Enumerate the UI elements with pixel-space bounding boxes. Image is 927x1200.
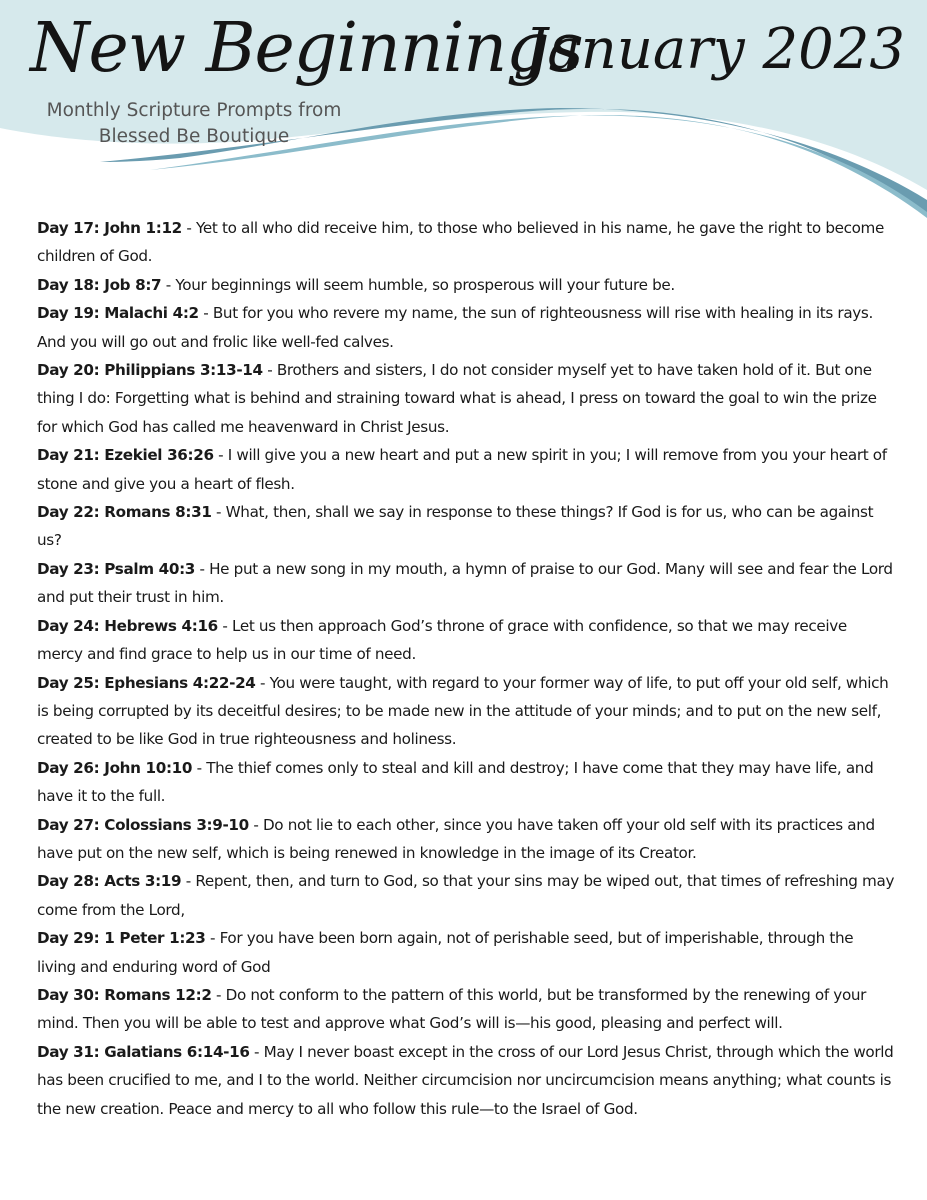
scripture-reference: Day 22: Romans 8:31	[37, 503, 212, 522]
scripture-entry	[37, 669, 895, 754]
scripture-reference: Day 24: Hebrews 4:16	[37, 616, 218, 635]
scripture-text: - Brothers and sisters, I do not consider myself yet to have taken hold of it. But one thing I do: Forgetting what is behind and straining toward what is ahead, I press on toward the goal to win the prize for which God has called me heavenward in Christ Jesus.	[37, 361, 877, 436]
scripture-entry	[37, 1038, 895, 1123]
subtitle-line-2: Blessed Be Boutique	[98, 126, 290, 147]
scripture-reference: Day 25: Ephesians 4:22-24	[37, 673, 256, 692]
scripture-entry	[37, 811, 895, 868]
scripture-text: - The thief comes only to steal and kill and destroy; I have come that they may have life, and have it to the full.	[37, 758, 874, 806]
scripture-reference: Day 27: Colossians 3:9-10	[37, 815, 249, 834]
scripture-reference: Day 19: Malachi 4:2	[37, 304, 199, 323]
scripture-entry	[37, 299, 895, 356]
scripture-entry	[37, 981, 895, 1038]
scripture-reference: Day 17: John 1:12	[37, 219, 182, 237]
scripture-text: - You were taught, with regard to your former way of life, to put off your old self, which is being corrupted by its deceitful desires; to be made new in the attitude of your minds; and to put on the new self, created to be like God in true righteousness and holiness.	[37, 673, 889, 749]
scripture-entry	[37, 441, 895, 498]
scripture-reference: Day 23: Psalm 40:3	[37, 559, 196, 578]
scripture-reference: Day 20: Philippians 3:13-14	[37, 361, 263, 380]
scripture-text: - Yet to all who did receive him, to those who believed in his name, he gave the right to become children of God.	[37, 219, 885, 266]
month-title: January 2023	[524, 17, 905, 82]
page-title: New Beginnings	[30, 9, 583, 88]
scripture-text: - Do not lie to each other, since you have taken off your old self with its practices and have put on the new self, which is being renewed in knowledge in the image of its Creator.	[37, 815, 875, 862]
scripture-entry	[37, 754, 895, 811]
scripture-reference: Day 18: Job 8:7	[37, 275, 162, 294]
scripture-text: - For you have been born again, not of perishable seed, but of imperishable, through the living and enduring word of God	[37, 929, 854, 976]
scripture-entry	[37, 867, 895, 924]
scripture-entry	[37, 271, 895, 299]
subtitle	[26, 98, 362, 150]
scripture-entry	[37, 555, 895, 612]
scripture-reference: Day 21: Ezekiel 36:26	[37, 446, 214, 465]
scripture-text: - Do not conform to the pattern of this world, but be transformed by the renewing of your mind. Then you will be able to test and approve what God’s will is—his good, pleasing and perfect will.	[37, 985, 867, 1033]
subtitle-line-1: Monthly Scripture Prompts from	[46, 100, 342, 121]
scripture-entry	[37, 214, 895, 271]
scripture-entry	[37, 356, 895, 441]
scripture-text: - What, then, shall we say in response to these things? If God is for us, who can be against us?	[37, 503, 874, 550]
scripture-text: - Let us then approach God’s throne of grace with confidence, so that we may receive mercy and find grace to help us in our time of need.	[37, 616, 847, 664]
scripture-list	[37, 214, 895, 1123]
scripture-entry	[37, 924, 895, 981]
scripture-text: - I will give you a new heart and put a new spirit in you; I will remove from you your heart of stone and give you a heart of flesh.	[37, 446, 887, 493]
scripture-entry	[37, 612, 895, 669]
scripture-text: - Your beginnings will seem humble, so prosperous will your future be.	[161, 275, 675, 294]
scripture-entry	[37, 498, 895, 555]
scripture-reference: Day 28: Acts 3:19	[37, 872, 182, 891]
scripture-reference: Day 26: John 10:10	[37, 758, 193, 777]
scripture-text: - He put a new song in my mouth, a hymn of praise to our God. Many will see and fear the Lord and put their trust in him.	[37, 559, 893, 607]
scripture-text: - But for you who revere my name, the sun of righteousness will rise with healing in its rays. And you will go out and frolic like well-fed calves.	[37, 304, 873, 351]
page-header	[0, 0, 927, 230]
scripture-reference: Day 31: Galatians 6:14-16	[37, 1042, 250, 1061]
scripture-text: - May I never boast except in the cross of our Lord Jesus Christ, through which the world has been crucified to me, and I to the world. Neither circumcision nor uncircumcision means anything; what counts is the new creation. Peace and mercy to all who follow this rule—to the Israel of God.	[37, 1042, 894, 1118]
scripture-text: - Repent, then, and turn to God, so that your sins may be wiped out, that times of refreshing may come from the Lord,	[37, 872, 895, 919]
scripture-reference: Day 29: 1 Peter 1:23	[37, 929, 206, 948]
scripture-reference: Day 30: Romans 12:2	[37, 985, 212, 1004]
